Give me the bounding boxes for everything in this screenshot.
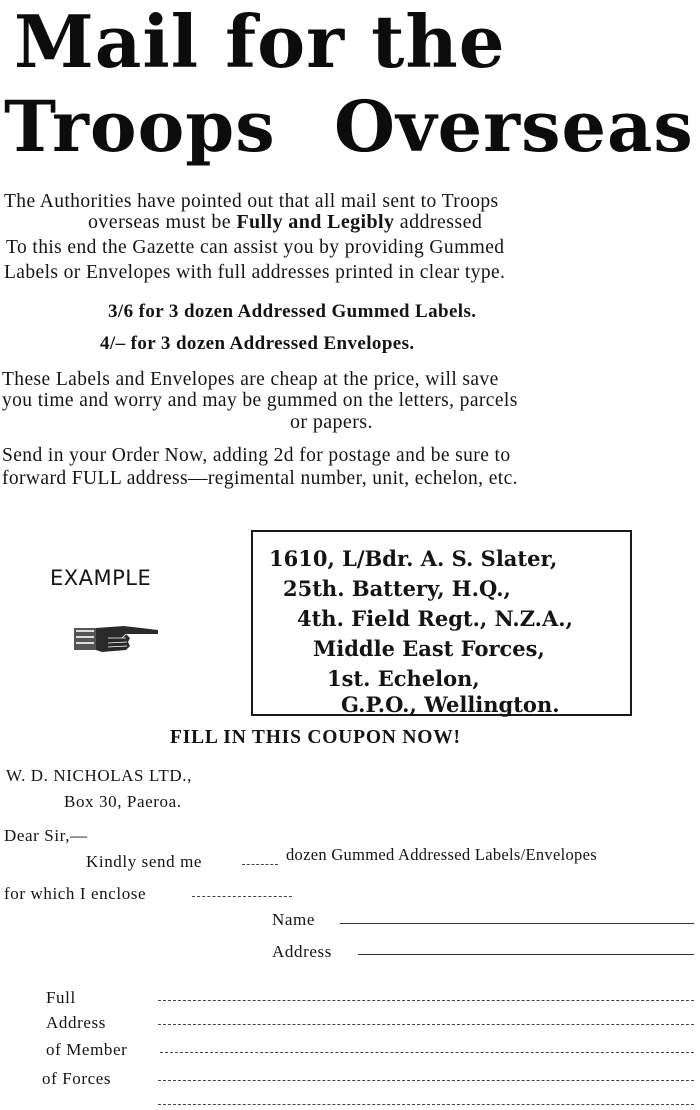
headline-line-2-overseas: Overseas	[334, 85, 694, 168]
address-line-4: Middle East Forces,	[313, 636, 545, 661]
intro-text: overseas must be	[88, 211, 237, 233]
intro-emphasis: Fully and Legibly	[236, 211, 395, 233]
coupon-heading: FILL IN THIS COUPON NOW!	[170, 727, 461, 748]
salutation: Dear Sir,—	[4, 826, 88, 845]
full-address-label-2: Address	[46, 1013, 106, 1032]
price-labels: 3/6 for 3 dozen Addressed Gummed Labels.	[108, 301, 477, 322]
enclose-text: for which I enclose	[4, 884, 147, 903]
headline-line-1: Mail for the	[14, 0, 506, 84]
full-address-field-5[interactable]	[158, 1104, 694, 1105]
intro-paragraph-1-line-2	[88, 210, 482, 234]
price-envelopes: 4/– for 3 dozen Addressed Envelopes.	[100, 333, 415, 354]
body-paragraph-4-line-1: Send in your Order Now, adding 2d for postage and be sure to	[2, 445, 511, 466]
full-address-label-1: Full	[46, 988, 76, 1007]
address-line-5: 1st. Echelon,	[327, 666, 480, 691]
intro-paragraph-1-line-1: The Authorities have pointed out that all mail sent to Troops	[4, 191, 499, 212]
full-address-field-1[interactable]	[158, 1000, 694, 1001]
body-paragraph-3-line-3: or papers.	[290, 411, 373, 433]
intro-text-end: addressed	[394, 211, 483, 233]
name-field[interactable]	[340, 923, 694, 924]
full-address-label-3: of Member	[46, 1040, 128, 1059]
full-address-field-2[interactable]	[158, 1024, 694, 1025]
example-address-box	[251, 530, 632, 716]
pointing-hand-icon	[72, 618, 162, 660]
body-paragraph-4-line-2: forward FULL address—regimental number, unit, echelon, etc.	[2, 468, 518, 489]
name-label: Name	[272, 910, 315, 929]
intro-paragraph-2-line-1: To this end the Gazette can assist you by providing Gummed	[6, 237, 505, 258]
full-address-field-4[interactable]	[158, 1080, 694, 1081]
full-address-label-4: of Forces	[42, 1069, 112, 1088]
intro-paragraph-2-line-2: Labels or Envelopes with full addresses printed in clear type.	[4, 262, 506, 283]
address-line-3: 4th. Field Regt., N.Z.A.,	[297, 606, 573, 631]
amount-field[interactable]	[192, 896, 292, 897]
address-label: Address	[272, 942, 332, 961]
company-box: Box 30, Paeroa.	[64, 792, 182, 811]
company-name: W. D. NICHOLAS LTD.,	[6, 766, 192, 785]
headline-line-2-troops: Troops	[4, 85, 276, 168]
example-label: EXAMPLE	[50, 566, 152, 590]
body-paragraph-3-line-2: you time and worry and may be gummed on the letters, parcels	[2, 390, 518, 411]
address-line-1: 1610, L/Bdr. A. S. Slater,	[269, 546, 558, 571]
address-line-6: G.P.O., Wellington.	[341, 692, 560, 717]
quantity-field[interactable]	[242, 864, 278, 865]
request-text-start: Kindly send me	[86, 852, 203, 871]
address-line-2: 25th. Battery, H.Q.,	[283, 576, 511, 601]
address-field[interactable]	[358, 954, 694, 955]
full-address-field-3[interactable]	[160, 1052, 694, 1053]
request-text-end: dozen Gummed Addressed Labels/Envelopes	[286, 845, 597, 864]
body-paragraph-3-line-1: These Labels and Envelopes are cheap at the price, will save	[2, 369, 499, 390]
